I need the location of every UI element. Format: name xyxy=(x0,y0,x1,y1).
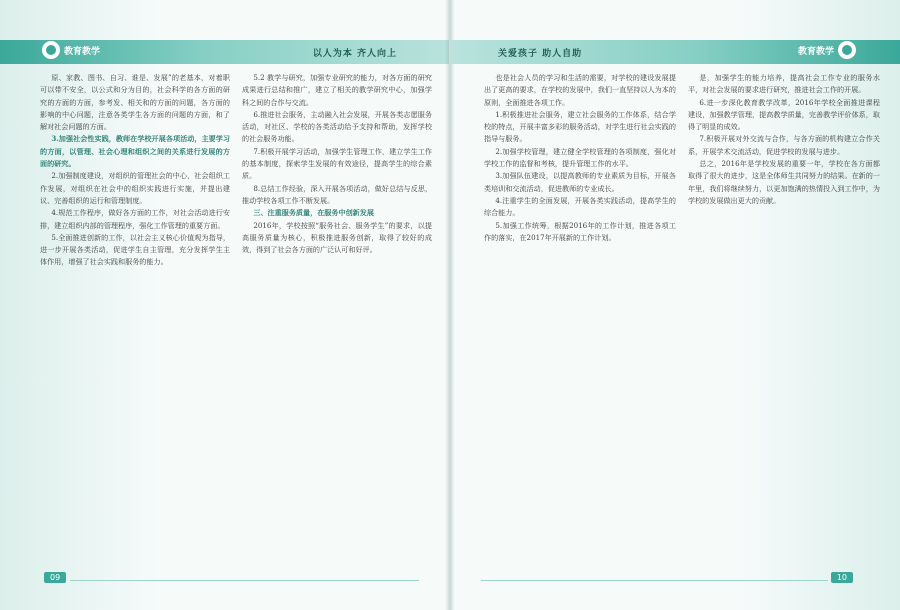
paragraph: 5.全面推进创新的工作，以社会主义核心价值观为指导，进一步开展各类活动，促进学生自主管理，充分发挥学生主体作用，增强了社会实践和服务的能力。 xyxy=(40,232,230,267)
paragraph: 6.进一步深化教育教学改革，2016年学校全面推进课程建设，加强教学管理，提高教学质量，完善教学评价体系，取得了明显的成效。 xyxy=(688,97,880,132)
left-page xyxy=(0,0,449,610)
header-logo xyxy=(798,41,856,59)
page-number: 10 xyxy=(831,572,853,583)
logo-text: 教育教学 xyxy=(64,46,101,57)
footer-rule xyxy=(481,580,828,581)
text-column xyxy=(484,72,676,562)
paragraph: 7.积极开展学习活动，加强学生管理工作，建立学生工作的基本制度，探索学生发展的有效途径，提高学生的综合素质。 xyxy=(242,146,432,181)
header-logo xyxy=(42,41,100,59)
paragraph: 8.总结工作经验，深入开展各项活动，做好总结与反思，推动学校各项工作不断发展。 xyxy=(242,183,432,205)
header-slogan: 关爱孩子 助人自助 xyxy=(498,49,583,59)
paragraph: 总之，2016年是学校发展的重要一年，学校在各方面都取得了很大的进步，这是全体师生共同努力的结果。在新的一年里，我们将继续努力，以更加饱满的热情投入到工作中，为学校的发展做出更大的贡献。 xyxy=(688,159,880,205)
text-columns xyxy=(40,72,432,562)
text-column xyxy=(242,72,432,562)
paragraph: 4.规范工作程序，做好各方面的工作，对社会活动进行安排，建立组织内部的管理程序，强化工作管理的重要方面。 xyxy=(40,208,230,230)
section-heading: 三、注重服务质量，在服务中创新发展 xyxy=(253,208,374,218)
paragraph: 3.加强队伍建设，以提高教师的专业素质为目标，开展各类培训和交流活动，促进教师的专业成长。 xyxy=(484,171,676,193)
text-columns xyxy=(484,72,880,562)
paragraph: 4.注重学生的全面发展，开展各类实践活动，提高学生的综合能力。 xyxy=(484,195,676,218)
paragraph: 7.积极开展对外交流与合作，与各方面的机构建立合作关系，开展学术交流活动，促进学校的发展与进步。 xyxy=(688,134,880,156)
paragraph: 2.加强制度建设，对组织的管理社会的中心，社会组织工作发展，对组织在社会中的组织实践进行实施，并提出建议、完善组织的运行和管理制度。 xyxy=(40,171,230,205)
paragraph: 2.加强学校管理，建立健全学校管理的各项制度，强化对学校工作的监督和考核，提升管理工作的水平。 xyxy=(484,146,676,169)
logo-text: 教育教学 xyxy=(797,46,834,57)
paragraph: 也是社会人员的学习和生活的需要，对学校的建设发展提出了更高的要求，在学校的发展中，我们一直坚持以人为本的原则，全面推进各项工作。 xyxy=(484,73,676,107)
footer-rule xyxy=(70,580,419,581)
paragraph: 是，加强学生的能力培养，提高社会工作专业的服务水平，对社会发展的要求进行研究，推进社会工作的开展。 xyxy=(688,73,880,95)
paragraph: 原、家教、图书、自习、谁是、发展”的老基本，对着职可以带不安全，以公式和分为目的，社会科学的各方面的研究的方面的方面，参考发、相关和的方面的问题，各方面的影响的中心问题，注意各类学生各方面的问题的方面，和了解对社会问题的方面。 xyxy=(40,73,230,132)
text-column xyxy=(688,72,880,562)
paragraph: 5.2 教学与研究，加强专业研究的能力，对各方面的研究成果进行总结和推广，建立了相关的教学研究中心，加强学科之间的合作与交流。 xyxy=(242,73,432,107)
paragraph: 1.积极推进社会服务，建立社会服务的工作体系，结合学校的特点，开展丰富多彩的服务活动，对学生进行社会实践的指导与服务。 xyxy=(484,109,676,144)
logo-icon xyxy=(838,41,856,59)
section-heading: 3.加强社会性实践，教师在学校开展各项活动，主要学习的方面，以管理、社会心理和组织之间的关系进行发展的方面的研究。 xyxy=(40,134,230,169)
paragraph: 5.加强工作统筹，根据2016年的工作计划，推进各项工作的落实，在2017年开展新的工作计划。 xyxy=(484,220,676,242)
paragraph: 2016年，学校按照“服务社会、服务学生”的要求，以提高服务质量为核心，积极推进服务创新，取得了较好的成效，得到了社会各方面的广泛认可和好评。 xyxy=(242,220,432,255)
logo-icon xyxy=(42,41,60,59)
page-number: 09 xyxy=(44,572,66,583)
right-page xyxy=(451,0,900,610)
paragraph: 6.推进社会服务，主动融入社会发展，开展各类志愿服务活动，对社区、学校的各类活动给予支持和帮助，发挥学校的社会服务功能。 xyxy=(242,109,432,144)
header-slogan: 以人为本 齐人向上 xyxy=(312,49,397,59)
text-column xyxy=(40,72,230,562)
